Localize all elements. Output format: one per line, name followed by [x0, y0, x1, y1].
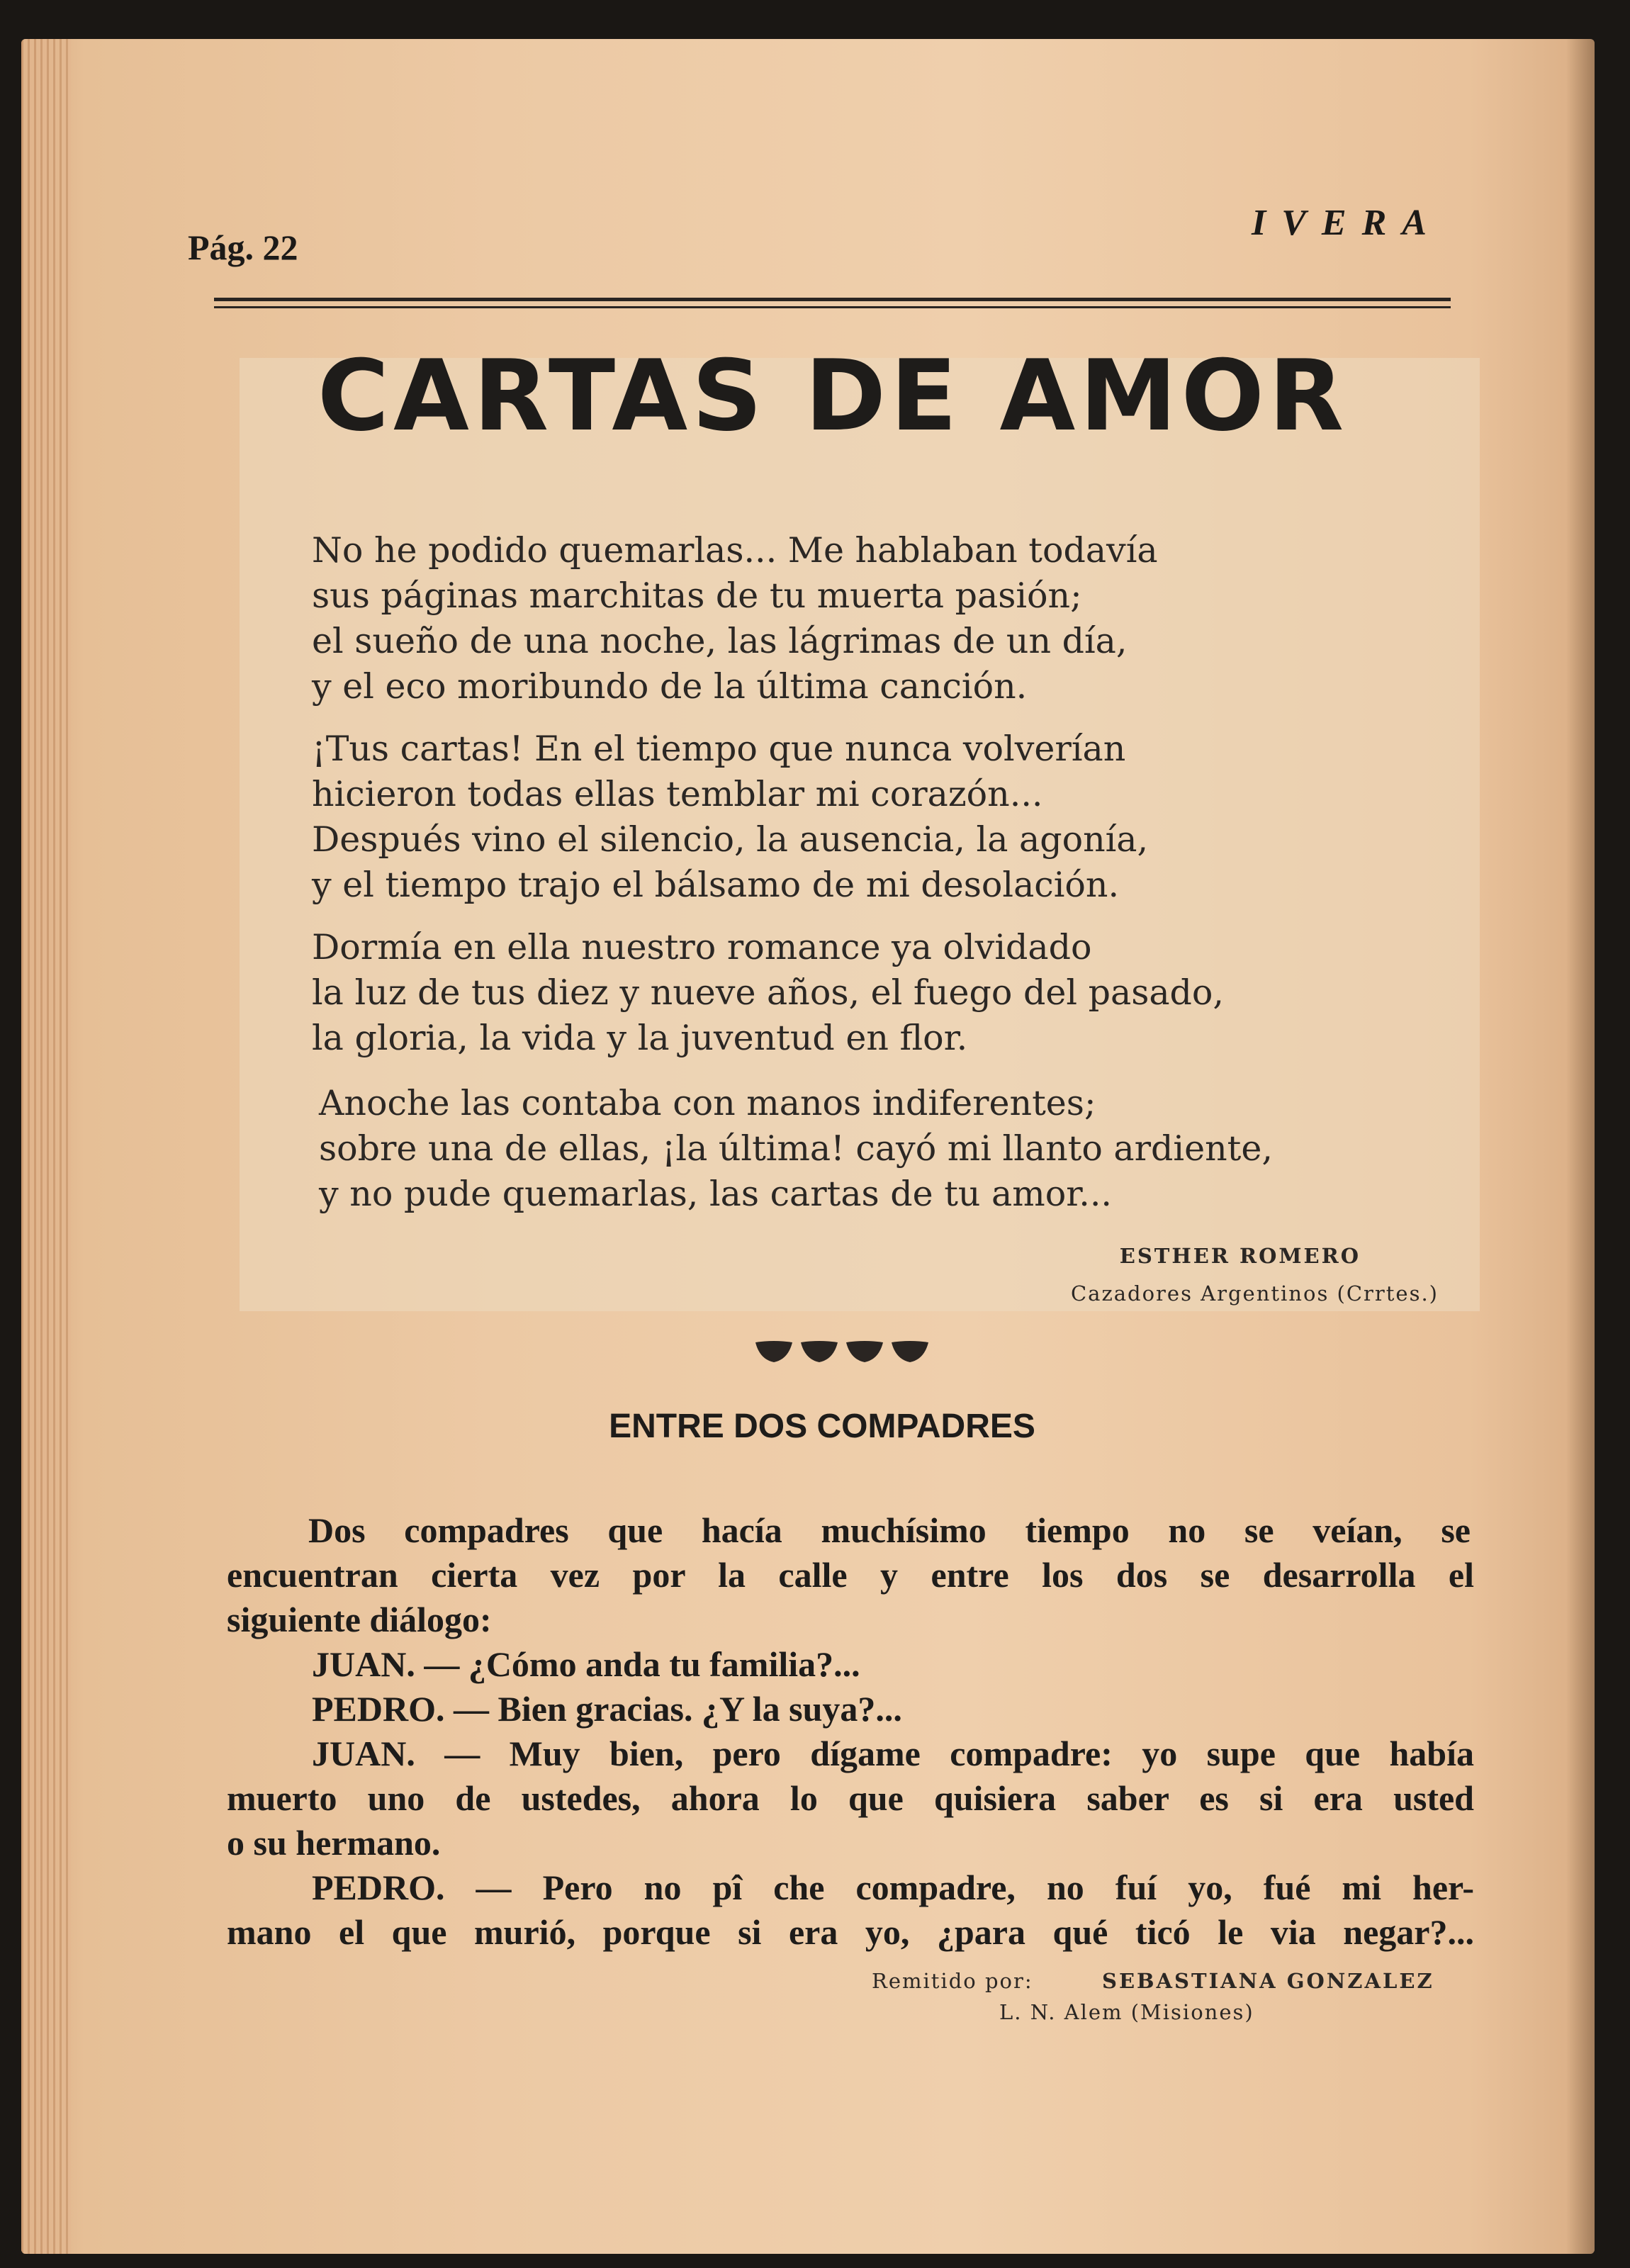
poem-line: y el eco moribundo de la última canción.	[312, 666, 1028, 707]
dialogue-text: — ¿Cómo anda tu familia?...	[424, 1644, 860, 1684]
ornament-icon	[751, 1338, 935, 1366]
dialogue-continuation: mano el que murió, porque si era yo, ¿para qué ticó le via negar?...	[227, 1912, 1474, 1952]
poem-title: CARTAS DE AMOR	[317, 339, 1349, 453]
poem-line: y el tiempo trajo el bálsamo de mi desolación.	[312, 865, 1120, 905]
poem-line: Anoche las contaba con manos indiferentes;	[319, 1083, 1096, 1123]
dialogue-line	[312, 1642, 860, 1687]
header-rule-top	[214, 298, 1451, 301]
speaker-pedro: PEDRO.	[312, 1868, 445, 1907]
story-intro-line: siguiente diálogo:	[227, 1600, 492, 1639]
poem-line: la luz de tus diez y nueve años, el fuego del pasado,	[312, 972, 1224, 1013]
poem-line: y no pude quemarlas, las cartas de tu amor...	[319, 1174, 1112, 1214]
remitted-by: SEBASTIANA GONZALEZ	[1102, 1969, 1434, 1993]
magazine-title: IVERA	[1252, 203, 1442, 243]
dialogue-continuation: o su hermano.	[227, 1823, 441, 1863]
poem-line: sus páginas marchitas de tu muerta pasión;	[312, 576, 1082, 616]
story-title: ENTRE DOS COMPADRES	[609, 1408, 1035, 1445]
speaker-juan: JUAN.	[312, 1644, 415, 1684]
poem-line: la gloria, la vida y la juventud en flor.	[312, 1018, 968, 1058]
speaker-juan: JUAN.	[312, 1734, 415, 1773]
dialogue-text: — Pero no pî che compadre, no fuí yo, fué mi her-	[476, 1868, 1475, 1907]
dialogue-continuation: muerto uno de ustedes, ahora lo que quisiera saber es si era usted	[227, 1778, 1474, 1818]
page-edges	[21, 39, 71, 2254]
poem-line: No he podido quemarlas... Me hablaban todavía	[312, 530, 1158, 571]
remitted-label: Remitido por:	[872, 1969, 1033, 1993]
dialogue-text: — Bien gracias. ¿Y la suya?...	[454, 1689, 902, 1729]
dialogue-text: — Muy bien, pero dígame compadre: yo supe que había	[444, 1734, 1475, 1773]
page-number: Pág. 22	[188, 228, 298, 267]
page-gutter-shadow	[1566, 39, 1595, 2254]
poem-line: sobre una de ellas, ¡la última! cayó mi llanto ardiente,	[319, 1128, 1273, 1169]
dialogue-line	[312, 1687, 902, 1731]
speaker-pedro: PEDRO.	[312, 1689, 445, 1729]
poem-author: ESTHER ROMERO	[1119, 1244, 1361, 1268]
poem-line: el sueño de una noche, las lágrimas de un día,	[312, 621, 1128, 661]
header-rule-bottom	[214, 306, 1451, 308]
remitted-location: L. N. Alem (Misiones)	[999, 2000, 1254, 2024]
poem-line: hicieron todas ellas temblar mi corazón...	[312, 774, 1043, 814]
story-intro-line: Dos compadres que hacía muchísimo tiempo no se veían, se	[308, 1510, 1471, 1550]
story-intro-line: encuentran cierta vez por la calle y entre los dos se desarrolla el	[227, 1555, 1474, 1595]
poem-line: Después vino el silencio, la ausencia, la agonía,	[312, 819, 1149, 860]
dialogue-line	[312, 1865, 1474, 1910]
poem-line: ¡Tus cartas! En el tiempo que nunca volverían	[312, 729, 1126, 769]
poem-author-location: Cazadores Argentinos (Crrtes.)	[1070, 1281, 1439, 1306]
poem-line: Dormía en ella nuestro romance ya olvidado	[312, 927, 1092, 967]
dialogue-line	[312, 1731, 1474, 1776]
